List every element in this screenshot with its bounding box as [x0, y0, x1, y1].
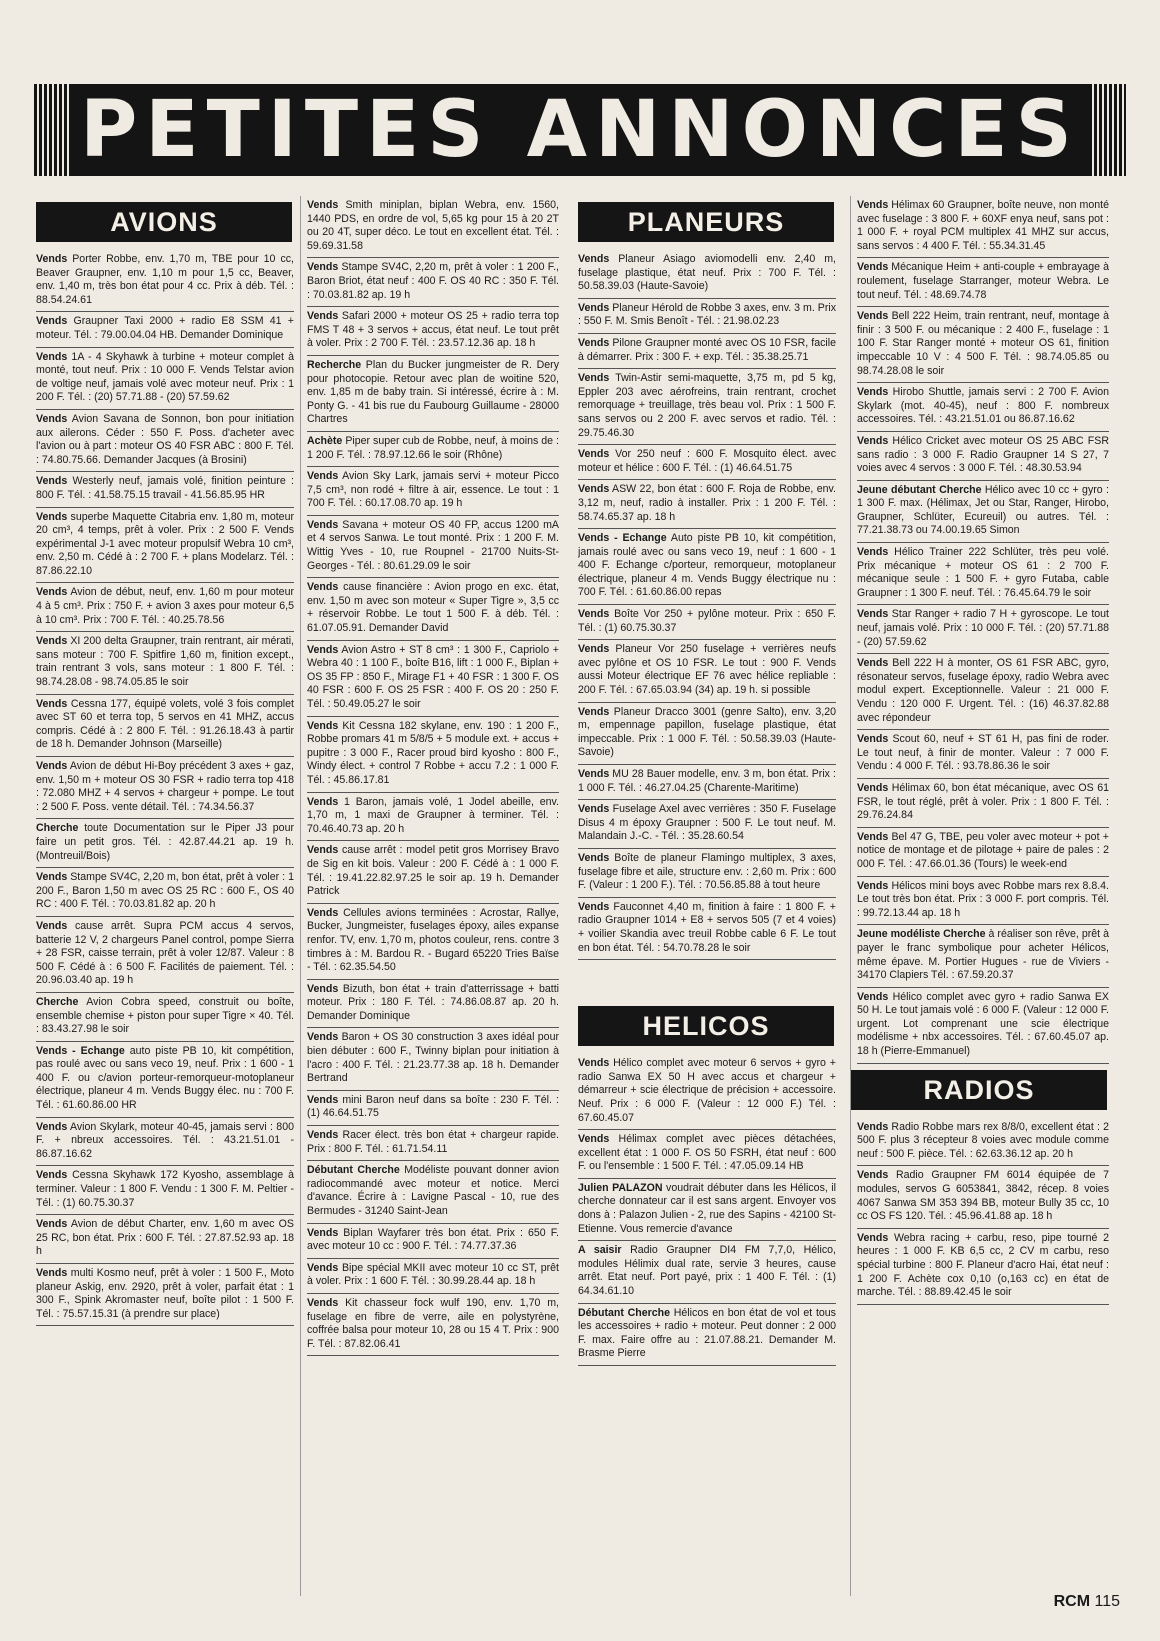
classified-ad: Vends Bell 222 Heim, train rentrant, neuf, montage à finir : 3 500 F. ou mécanique : 2 400 F., fuselage : 1 100 F. Star Ranger monté + moteur OS 61, finition impeccable 10 V : 4 500 F. Tél. : 98.74.05.85 ou 98.74.28.08 le soir — [857, 307, 1109, 383]
classified-ad: Vends Avion Savana de Sonnon, bon pour initiation aux ailerons. Céder : 550 F. Poss. d'acheter avec l'avion ou à part : moteur OS 40 FSR ABC : 800 F. Tél. : 74.80.75.66. Demander Jacques (à Brosini) — [36, 410, 294, 472]
classified-ad: Julien PALAZON voudrait débuter dans les Hélicos, il cherche donnateur car il est sans argent. Envoyer vos dons à : Palazon Julien - 2, rue des Sapins - 42100 St-Etienne. Vous remercie d'avance — [578, 1179, 836, 1241]
classified-ad: Vends Avion Sky Lark, jamais servi + moteur Picco 7,5 cm³, non rodé + filtre à air, essence. Le tout : 1 700 F. Tél. : 60.17.08.70 ap. 19 h — [307, 467, 559, 516]
classified-ad: Vends Westerly neuf, jamais volé, finition peinture : 800 F. Tél. : 41.58.75.15 travail - 41.56.85.95 HR — [36, 472, 294, 507]
classified-ad: Vends Bel 47 G, TBE, peu voler avec moteur + pot + notice de montage et de pilotage + paire de pales : 2 000 F. Tél. : 47.66.01.36 (Tours) le week-end — [857, 828, 1109, 877]
classified-ad: Vends Baron + OS 30 construction 3 axes idéal pour bien débuter : 600 F., Twinny biplan pour initiation à l'acro : 400 F. Tél. : 21.23.77.38 ap. 18 h. Demander Bertrand — [307, 1028, 559, 1090]
classified-ad: Vends superbe Maquette Citabria env. 1,80 m, moteur 20 cm³, 4 temps, prêt à voler. Prix : 2 500 F. Vends expérimental J-1 avec moteur propulsif Webra 10 cm³, env. 2,50 m. Cédé à : 2 700 F. + plans Modelarz. Tél. : 87.86.22.10 — [36, 508, 294, 584]
classified-ad: Cherche Avion Cobra speed, construit ou boîte, ensemble chemise + piston pour super Tigre × 40. Tél. : 83.43.27.98 le soir — [36, 993, 294, 1042]
classified-ad: Vends Hélico complet avec gyro + radio Sanwa EX 50 H. Le tout jamais volé : 6 000 F. (Valeur : 12 000 F. urgent. Lot comprenant une scie électrique modélisme + nbx accessoires. Tél. : 67.60.45.07 ap. 18 h (Pierre-Emmanuel) — [857, 988, 1109, 1064]
classified-ad: Vends Planeur Hérold de Robbe 3 axes, env. 3 m. Prix : 550 F. M. Smis Benoît - Tél. : 21.98.02.23 — [578, 299, 836, 334]
classified-ad: Vends Radio Graupner FM 6014 équipée de 7 modules, servos G 6053841, 3842, récep. 8 voies 4067 Sanwa SM 353 394 BB, moteur Bully 35 cc, 10 cc OS FS 120. Tél. : 45.96.41.88 ap. 18 h — [857, 1166, 1109, 1228]
classified-ad: Vends Hélimax complet avec pièces détachées, excellent état : 1 000 F. OS 50 FSRH, état neuf : 600 F. ou l'ensemble : 1 500 F. Tél. : 47.05.09.14 HB — [578, 1130, 836, 1179]
classified-ad: Vends Star Ranger + radio 7 H + gyroscope. Le tout neuf, jamais volé. Prix : 10 000 F. Tél. : (20) 57.71.88 - (20) 57.59.62 — [857, 605, 1109, 654]
classified-ad: Vends 1 Baron, jamais volé, 1 Jodel abeille, env. 1,70 m, 1 maxi de Graupner à terminer. Tél. : 70.46.40.73 ap. 20 h — [307, 793, 559, 842]
classified-ad: Vends Fuselage Axel avec verrières : 350 F. Fuselage Disus 4 m époxy Graupner : 500 F. Le tout neuf. M. Malandain J.-C. - Tél. : 35.28.60.54 — [578, 800, 836, 849]
ads-list-helicos-continued — [851, 196, 1115, 1064]
column-1 — [36, 196, 300, 1596]
classified-ad: A saisir Radio Graupner DI4 FM 7,7,0, Hélico, modules Hélimix dual rate, servie 3 heures, cause arrêt. Etat neuf. Port payé, prix : 1 400 F. Tél. : (1) 64.34.61.10 — [578, 1241, 836, 1303]
classified-ad: Vends Safari 2000 + moteur OS 25 + radio terra top FMS T 48 + 3 servos + accus, état neuf. Le tout prêt à voler. Prix : 2 700 F. Tél. : 23.57.12.36 ap. 18 h — [307, 307, 559, 356]
classified-ad: Vends Radio Robbe mars rex 8/8/0, excellent état : 2 500 F. plus 3 récepteur 8 voies avec module comme neuf : 500 F. pièce. Tél. : 62.63.36.12 ap. 20 h — [857, 1118, 1109, 1167]
page-footer — [1054, 1593, 1120, 1611]
classified-ad: Vends - Echange auto piste PB 10, kit compétition, pas roulé avec ou sans veco 19, neuf. Prix : 1 600 - 1 400 F. ou c/avion porteur-remorqueur-motoplaneur électrique, planeur 4 m. Vends Buggy élec. nu : 700 F. Tél. : 61.60.86.00 HR — [36, 1042, 294, 1118]
classified-ad: Vends Kit chasseur fock wulf 190, env. 1,70 m, fuselage en fibre de verre, aile en polystyrène, coffrée balsa pour moteur 10, 28 ou 15 4 T. Prix : 900 F. Tél. : 87.82.06.41 — [307, 1294, 559, 1356]
classified-ad: Vends Cessna 177, équipé volets, volé 3 fois complet avec ST 60 et terra top, 5 servos en 41 MHZ, accus compris. Cédé à : 2 800 F. Tél. : 91.26.18.43 à partir de 18 h. Demander Johnson (Marseille) — [36, 695, 294, 757]
classified-ad: Vends Avion de début Charter, env. 1,60 m avec OS 25 RC, bon état. Prix : 600 F. Tél. : 27.87.52.93 ap. 18 h — [36, 1215, 294, 1264]
classified-ad: Vends Avion Astro + ST 8 cm³ : 1 300 F., Capriolo + Webra 40 : 1 100 F., boîte B16, lift : 1 000 F., Biplan + OS 35 FP : 850 F., Mirage F1 + 40 FSR : 1 300 F. OS 40 FSR : 600 F. OS 25 FSR : 400 F. OS 20 : 250 F. Tél. : 50.49.05.27 le soir — [307, 641, 559, 717]
classified-ad: Vends Webra racing + carbu, reso, pipe tourné 2 heures : 1 000 F. KB 6,5 cc, 2 CV m carbu, reso spécial turbine : 800 F. Planeur d'acro Hai, état neuf : 1 200 F. Achète cox 0,10 (o,163 cc) en état de marche. Tél. : 88.89.42.45 le soir — [857, 1229, 1109, 1305]
classified-ad: Vends Hélico Cricket avec moteur OS 25 ABC FSR sans radio : 3 000 F. Radio Graupner 14 S 27, 7 voies avec 4 servos : 3 000 F. Tél. : 48.30.53.94 — [857, 432, 1109, 481]
classified-ad: Vends Hirobo Shuttle, jamais servi : 2 700 F. Avion Skylark (mot. 40-45), neuf : 800 F. nombreux accessoires. Tél. : 43.21.51.01 ou 86.87.16.62 — [857, 383, 1109, 432]
classified-ad: Vends Racer élect. très bon état + chargeur rapide. Prix : 800 F. Tél. : 61.71.54.11 — [307, 1126, 559, 1161]
page-title: PETITES ANNONCES — [70, 84, 1090, 176]
classified-ad: Vends Porter Robbe, env. 1,70 m, TBE pour 10 cc, Beaver Graupner, env. 1,10 m pour 1,5 cc, Beaver, env. 1,40 m, très bon état pour 4 cc. Prix à déb. Tél. : 88.54.24.61 — [36, 250, 294, 312]
ads-list-planeurs — [578, 250, 842, 960]
classified-ad: Vends 1A - 4 Skyhawk à turbine + moteur complet à monté, tout neuf. Prix : 10 000 F. Vends Telstar avion de voltige neuf, jamais volé avec moteur neuf. Prix : 1 200 F. Tél. : (20) 57.71.88 - (20) 57.59.62 — [36, 348, 294, 410]
magazine-brand: RCM — [1053, 1593, 1091, 1610]
classified-ad: Vends MU 28 Bauer modelle, env. 3 m, bon état. Prix : 1 000 F. Tél. : 46.27.04.25 (Charente-Maritime) — [578, 765, 836, 800]
classified-ad: Vends cause financière : Avion progo en exc. état, env. 1,50 m avec son moteur « Super Tigre », 3,5 cc + réservoir Robbe. Le tout 1 500 F. à déb. Tél. : 61.07.05.91. Demander David — [307, 578, 559, 640]
column-4 — [850, 196, 1115, 1596]
classified-ad: Vends Avion de début, neuf, env. 1,60 m pour moteur 4 à 5 cm³. Prix : 750 F. + avion 3 axes pour moteur 6,5 à 10 cm³. Prix : 700 F. Tél. : 40.25.78.56 — [36, 583, 294, 632]
classified-ad: Vends Boîte Vor 250 + pylône moteur. Prix : 650 F. Tél. : (1) 60.75.30.37 — [578, 605, 836, 640]
classified-ad: Vends cause arrêt : model petit gros Morrisey Bravo de Sig en kit bois. Valeur : 200 F. Cédé à : 1 000 F. Tél. : 19.41.22.82.97.25 le soir ap. 19 h. Demander Patrick — [307, 841, 559, 903]
ads-list-avions-continued — [301, 196, 565, 1356]
classified-ad: Vends Planeur Dracco 3001 (genre Salto), env. 3,20 m, empennage papillon, fuselage plastique, état impeccable. Prix : 1 000 F. Tél. : 50.58.39.03 (Haute-Savoie) — [578, 703, 836, 765]
classified-ad: Vends mini Baron neuf dans sa boîte : 230 F. Tél. : (1) 46.64.51.75 — [307, 1091, 559, 1126]
classified-ad: Vends cause arrêt. Supra PCM accus 4 servos, batterie 12 V, 2 chargeurs Panel control, pompe Sierra + 28 FSR, caisse terrain, prêt à voler 12/87. Valeur : 8 500 F. Cédé à : 6 500 F. Facilités de paiement. Tél. : 20.96.03.40 ap. 19 h — [36, 917, 294, 993]
classified-ad: Vends Cellules avions terminées : Acrostar, Rallye, Bucker, Jungmeister, fuselages époxy, ailes expanse renfor. TV, env. 1,70 m, photos couleur, rens. contre 3 timbres à : M. Bardou R. - Bugard 65220 Tries Baïse - Tél. : 62.35.54.50 — [307, 904, 559, 980]
classified-ad: Recherche Plan du Bucker jungmeister de R. Dery pour photocopie. Retour avec plan de woitine 520, env. 1,85 m de baby train. Si intéressé, écrire à : M. Ponty G. - 41 bis rue du Faubourg Guillaume - 28000 Chartres — [307, 356, 559, 432]
section-heading-planeurs: PLANEURS — [578, 202, 834, 242]
classified-ad: Vends Bizuth, bon état + train d'atterrissage + batti moteur. Prix : 180 F. Tél. : 74.86.08.87 ap. 20 h. Demander Dominique — [307, 980, 559, 1029]
classified-ad: Achète Piper super cub de Robbe, neuf, à moins de : 1 200 F. Tél. : 78.97.12.66 le soir (Rhône) — [307, 432, 559, 467]
classified-ad: Vends Hélico Trainer 222 Schlüter, très peu volé. Prix mécanique + moteur OS 61 : 2 700 F. mécanique seule : 1 500 F. + gyro Futaba, cable Graupner : 1 300 F. neuf. Tél. : 76.45.64.79 le soir — [857, 543, 1109, 605]
classified-ad: Vends Biplan Wayfarer très bon état. Prix : 650 F. avec moteur 10 cc : 900 F. Tél. : 74.77.37.36 — [307, 1224, 559, 1259]
classified-ad: Vends Bipe spécial MKII avec moteur 10 cc ST, prêt à voler. Prix : 1 600 F. Tél. : 30.99.28.44 ap. 18 h — [307, 1259, 559, 1294]
classified-ad: Vends Hélicos mini boys avec Robbe mars rex 8.8.4. Le tout très bon état. Prix : 3 000 F. port compris. Tél. : 99.72.13.44 ap. 18 h — [857, 877, 1109, 926]
classified-ad: Vends Fauconnet 4,40 m, finition à faire : 1 800 F. + radio Graupner 1014 + E8 + servos 505 (7 et 4 voies) + voilier Skandia avec treuil Robbe cable 6 F. Le tout en bon état. Tél. : 54.70.78.28 le soir — [578, 898, 836, 960]
classified-ad: Vends - Echange Auto piste PB 10, kit compétition, jamais roulé avec ou sans veco 19, neuf : 1 600 - 1 400 F. Echange c/porteur, remorqueur, motoplaneur électrique, planeur 4 m. Vends Buggy électrique nu : 700 F. Tél. : 61.60.86.00 repas — [578, 529, 836, 605]
classified-ad: Vends Scout 60, neuf + ST 61 H, pas fini de roder. Le tout neuf, à finir de monter. Valeur : 7 000 F. Vendu : 4 000 F. Tél. : 93.78.86.36 le soir — [857, 730, 1109, 779]
classified-ad: Vends Kit Cessna 182 skylane, env. 190 : 1 200 F., Robbe promars 41 m 5/8/5 + 5 module ext. + accus + pupitre : 3 000 F., Racer proud bird kyosho : 800 F., Windy élect. + control 7 Robbe + accu 7.2 : 1 000 F. Tél. : 45.86.17.81 — [307, 717, 559, 793]
classified-ad: Vends Savana + moteur OS 40 FP, accus 1200 mA et 4 servos Sanwa. Le tout monté. Prix : 1 200 F. M. Wittig Yves - 10, rue Roupnel - 21700 Nuits-St-Georges - Tél. : 80.61.29.09 le soir — [307, 516, 559, 578]
ads-list-helicos — [578, 1054, 842, 1366]
classified-ad: Vends Stampe SV4C, 2,20 m, bon état, prêt à voler : 1 200 F., Baron 1,50 m avec OS 25 RC : 600 F., OS 40 RC : 400 F. Tél. : 70.03.81.82 ap. 20 h — [36, 868, 294, 917]
classified-ad: Vends Avion Skylark, moteur 40-45, jamais servi : 800 F. + nbreux accessoires. Tél. : 43.21.51.01 - 86.87.16.62 — [36, 1118, 294, 1167]
classified-ad: Vends Mécanique Heim + anti-couple + embrayage à roulement, fuselage Starranger, moteur Webra. Le tout neuf. Tél. : 48.69.74.78 — [857, 258, 1109, 307]
classified-ad: Vends multi Kosmo neuf, prêt à voler : 1 500 F., Moto planeur Askig, env. 2920, prêt à voler, parfait état : 1 300 F., Spink Akromaster neuf, boîte pilot : 1 500 F. Tél. : 75.57.15.31 (à prendre sur place) — [36, 1264, 294, 1326]
page-number: 115 — [1094, 1593, 1120, 1610]
classified-ad: Vends Graupner Taxi 2000 + radio E8 SSM 41 + moteur. Tél. : 79.00.04.04 HB. Demander Dominique — [36, 312, 294, 347]
classified-ad: Vends Hélico complet avec moteur 6 servos + gyro + radio Sanwa EX 50 H avec accus et chargeur + démarreur + scie électrique de précision + accessoire. Neuf. Prix : 6 000 F. (Valeur : 12 000 F.) Tél. : 67.60.45.07 — [578, 1054, 836, 1130]
column-3 — [578, 196, 842, 1596]
classified-ad: Vends Planeur Asiago aviomodelli env. 2,40 m, fuselage plastique, état neuf. Prix : 700 F. Tél. : 50.58.39.03 (Haute-Savoie) — [578, 250, 836, 299]
section-heading-radios: RADIOS — [851, 1070, 1107, 1110]
section-gap — [578, 960, 842, 1000]
classified-ad: Vends Boîte de planeur Flamingo multiplex, 3 axes, fuselage fibre et aile, structure env. : 2,60 m. Prix : 600 F. (Valeur : 1 200 F.). Tél. : 70.56.85.88 à tout heure — [578, 849, 836, 898]
classified-ad: Vends Vor 250 neuf : 600 F. Mosquito élect. avec moteur et hélice : 600 F. Tél. : (1) 46.64.51.75 — [578, 445, 836, 480]
ads-list-avions — [36, 250, 300, 1326]
classified-ad: Cherche toute Documentation sur le Piper J3 pour faire un petit gros. Tél. : 42.87.44.21 ap. 19 h. (Montreuil/Bois) — [36, 819, 294, 868]
section-heading-helicos: HELICOS — [578, 1006, 834, 1046]
classified-ad: Vends Bell 222 H à monter, OS 61 FSR ABC, gyro, résonateur servos, fuselage époxy, radio Webra avec modul expert. Exceptionnelle. Valeur : 21 000 F. Vendu : 120 000 F. Urgent. Tél. : (16) 46.37.82.88 avec répondeur — [857, 654, 1109, 730]
ads-list-radios — [851, 1118, 1115, 1305]
classified-ad: Vends XI 200 delta Graupner, train rentrant, air mérati, sans moteur : 700 F. Spitfire 1,60 m, finition except., train rentrant 3 vols, sans moteur : 1 800 F. Tél. : 98.74.28.08 - 98.74.05.85 le soir — [36, 632, 294, 694]
classified-ad: Débutant Cherche Modéliste pouvant donner avion radiocommandé avec moteur et notice. Merci d'avance. Écrire à : Lavigne Pascal - 10, rue des Bermudes - 31240 Saint-Jean — [307, 1161, 559, 1223]
classified-ad: Vends Stampe SV4C, 2,20 m, prêt à voler : 1 200 F., Baron Briot, état neuf : 400 F. OS 40 RC : 350 F. Tél. : 70.03.81.82 ap. 19 h — [307, 258, 559, 307]
classified-ad: Vends Pilone Graupner monté avec OS 10 FSR, facile à démarrer. Prix : 300 F. + exp. Tél. : 35.38.25.71 — [578, 334, 836, 369]
column-2 — [300, 196, 565, 1596]
classified-ad: Vends Avion de début Hi-Boy précédent 3 axes + gaz, env. 1,50 m + moteur OS 30 FSR + radio terra top 418 : 72.080 MHZ + 4 servos + chargeur + pompe. Le tout : 2 500 F. Poss. vente détail. Tél. : 74.34.56.37 — [36, 757, 294, 819]
classified-ad: Jeune modéliste Cherche à réaliser son rêve, prêt à payer le franc symbolique pour acheter Hélicos, même épave. M. Portier Hugues - rue de Viviers - 34170 Clapiers Tél. : 67.59.20.37 — [857, 925, 1109, 987]
classified-ad: Vends Twin-Astir semi-maquette, 3,75 m, pd 5 kg, Eppler 203 avec aérofreins, train rentrant, crochet remorquage + treuillage, très beau vol. Prix : 1 500 F. sans servos ou 2 200 F. avec servos et radio. Tél. : 29.75.46.30 — [578, 369, 836, 445]
section-heading-avions: AVIONS — [36, 202, 292, 242]
classified-ad: Vends ASW 22, bon état : 600 F. Roja de Robbe, env. 3,12 m, neuf, radio à installer. Prix : 1 200 F. Tél. : 58.74.65.37 ap. 18 h — [578, 480, 836, 529]
classified-ad: Vends Hélimax 60, bon état mécanique, avec OS 61 FSR, le tout réglé, prêt à voler. Prix : 1 800 F. Tél. : 29.76.24.84 — [857, 779, 1109, 828]
classified-ad: Vends Cessna Skyhawk 172 Kyosho, assemblage à terminer. Valeur : 1 800 F. Vendu : 1 300 F. M. Peltier - Tél. : (1) 60.75.30.37 — [36, 1166, 294, 1215]
classified-ad: Vends Hélimax 60 Graupner, boîte neuve, non monté avec fuselage : 3 800 F. + 60XF enya neuf, sans pot : 1 000 F. + royal PCM multiplex 41 MHZ sur accus, sans servos : 4 400 F. Tél. : 55.34.31.45 — [857, 196, 1109, 258]
classified-ad: Jeune débutant Cherche Hélico avec 10 cc + gyro : 1 300 F. max. (Hélimax, Jet ou Star, Ranger, Hirobo, Graupner, Schlüter, Ecureuil) ou autres. Tél. : 77.21.38.73 ou 74.00.19.65 Simon — [857, 481, 1109, 543]
classified-ad: Vends Smith miniplan, biplan Webra, env. 1560, 1440 PDS, en ordre de vol, 5,65 kg pour 15 à 20 2T ou 20 4T, super déco. Le tout en excellent état. Tél. : 59.69.31.58 — [307, 196, 559, 258]
masthead-banner — [34, 84, 1126, 176]
classified-ad: Vends Planeur Vor 250 fuselage + verrières neufs avec pylône et OS 10 FSR. Le tout : 900 F. Vends aussi Moteur électrique EF 76 avec hélice repliable : 200 F. Tél. : 67.65.03.94 (34) ap. 19 h. si possible — [578, 640, 836, 702]
classified-ad: Débutant Cherche Hélicos en bon état de vol et tous les accessoires + radio + moteur. Peut donner : 2 000 F. max. Faire offre au : 21.07.88.21. Demander M. Brasme Pierre — [578, 1304, 836, 1366]
